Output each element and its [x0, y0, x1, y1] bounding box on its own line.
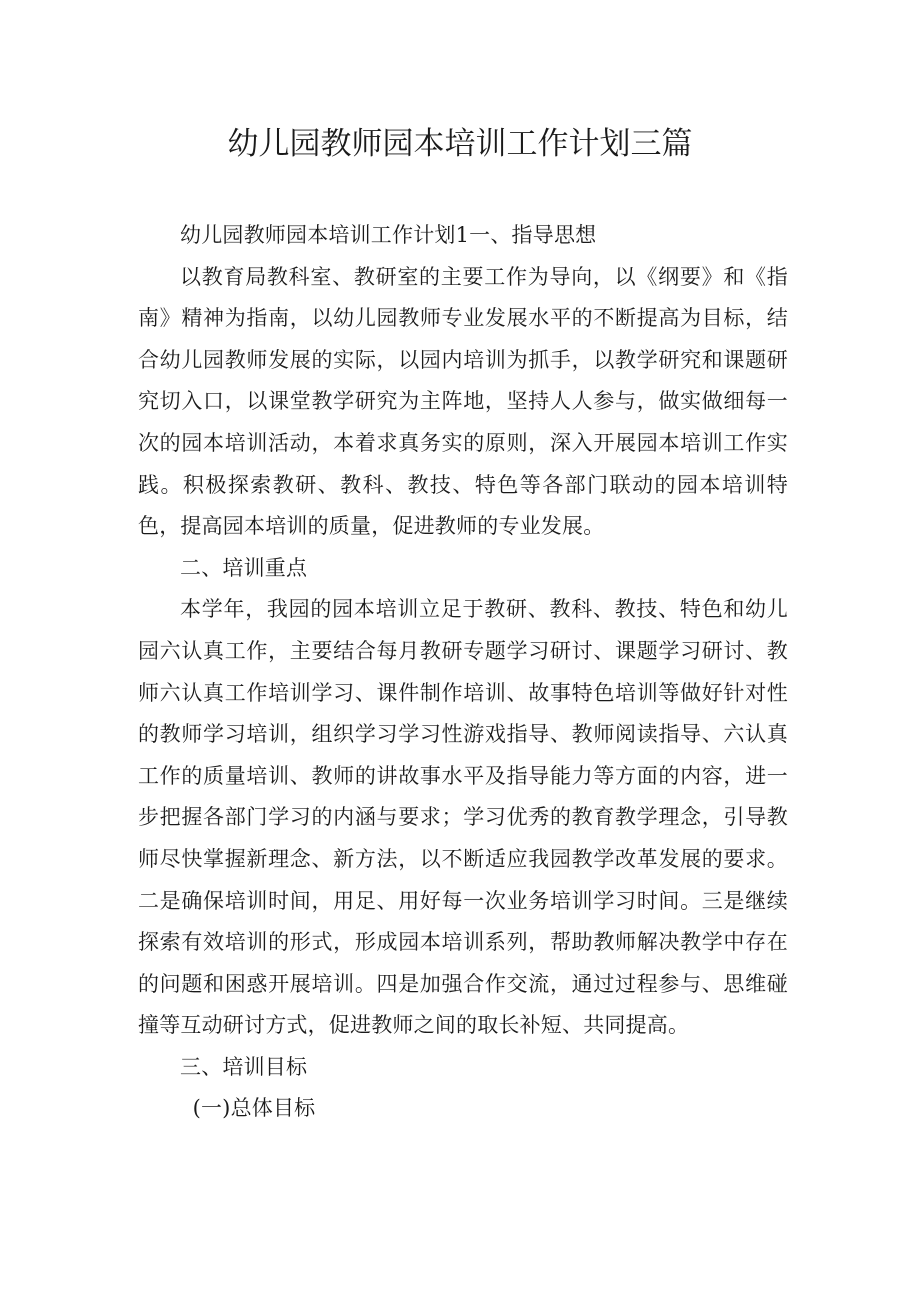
document-title: 幼儿园教师园本培训工作计划三篇 [227, 126, 693, 162]
section-heading-training-goals: 三、培训目标 [180, 1054, 308, 1079]
document-body [138, 215, 788, 1130]
training-focus-paragraph: 本学年，我园的园本培训立足于教研、教科、教技、特色和幼儿园六认真工作，主要结合每月教研专题学习研讨、课题学习研讨、教师六认真工作培训学习、课件制作培训、故事特色培训等做好针对性的教师学习培训，组织学习学习性游戏指导、教师阅读指导、六认真工作的质量培训、教师的讲故事水平及指导能力等方面的内容，进一步把握各部门学习的内涵与要求；学习优秀的教育教学理念，引导教师尽快掌握新理念、新方法，以不断适应我园教学改革发展的要求。二是确保培训时间，用足、用好每一次业务培训学习时间。三是继续探索有效培训的形式，形成园本培训系列，帮助教师解决教学中存在的问题和困惑开展培训。四是加强合作交流，通过过程参与、思维碰撞等互动研讨方式，促进教师之间的取长补短、共同提高。 [138, 597, 788, 1038]
subsection-heading-overall-goals: (一)总体目标 [192, 1096, 316, 1121]
plan-heading: 幼儿园教师园本培训工作计划1一、指导思想 [180, 223, 597, 247]
section-heading-training-focus: 二、培训重点 [180, 555, 308, 580]
guiding-ideology-paragraph: 以教育局教科室、教研室的主要工作为导向，以《纲要》和《指南》精神为指南，以幼儿园教师专业发展水平的不断提高为目标，结合幼儿园教师发展的实际，以园内培训为抓手，以教学研究和课题研究切入口，以课堂教学研究为主阵地，坚持人人参与，做实做细每一次的园本培训活动，本着求真务实的原则，深入开展园本培训工作实践。积极探索教研、教科、教技、特色等各部门联动的园本培训特色，提高园本培训的质量，促进教师的专业发展。 [138, 264, 788, 539]
